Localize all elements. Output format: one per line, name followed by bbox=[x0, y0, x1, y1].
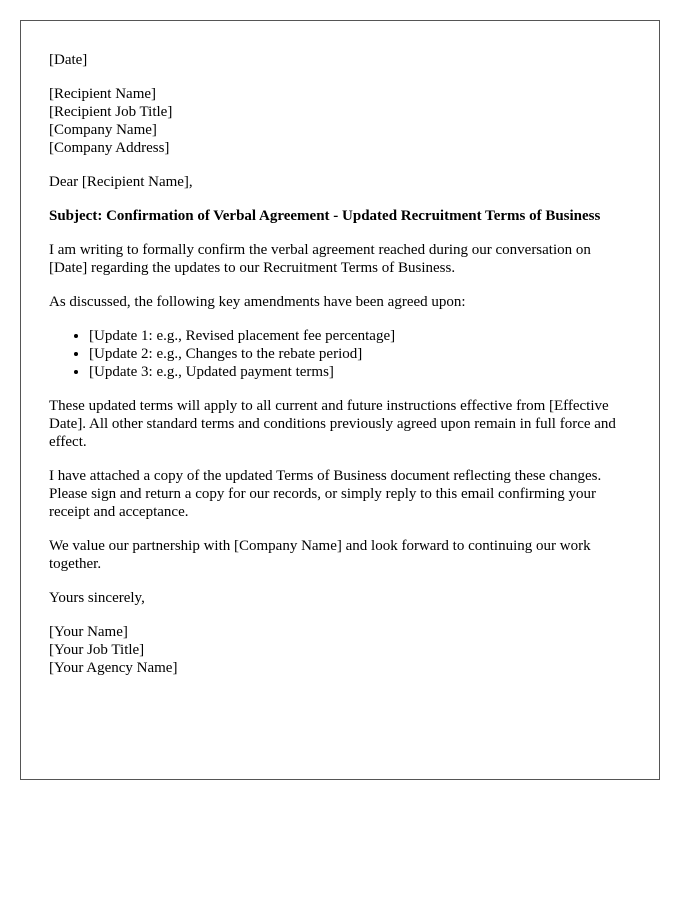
paragraph-attached: I have attached a copy of the updated Terms of Business document reflecting these changes. Please sign and return a copy for our records, or simply reply to this email confirming your receipt and acceptance. bbox=[49, 468, 602, 520]
paragraph-effective: These updated terms will apply to all current and future instructions effective from [Effective Date]. All other standard terms and conditions previously agreed upon remain in full force and effect. bbox=[49, 398, 616, 450]
sender-name: [Your Name] bbox=[49, 624, 128, 640]
update-item: • [Update 2: e.g., Changes to the rebate period] bbox=[89, 345, 631, 363]
recipient-job-title: [Recipient Job Title] bbox=[49, 104, 173, 120]
salutation: Dear [Recipient Name], bbox=[49, 174, 193, 190]
letter-date: [Date] bbox=[49, 52, 88, 68]
paragraph-discussed: As discussed, the following key amendments have been agreed upon: bbox=[49, 294, 466, 310]
paragraph-intro: I am writing to formally confirm the verbal agreement reached during our conversation on [Date] regarding the updates to our Recruitment Terms of Business. bbox=[49, 242, 591, 276]
recipient-block bbox=[49, 85, 631, 157]
sender-block bbox=[49, 623, 631, 677]
recipient-company: [Company Name] bbox=[49, 122, 157, 138]
letter-page bbox=[20, 20, 660, 780]
update-item: • [Update 3: e.g., Updated payment terms] bbox=[89, 363, 631, 381]
recipient-address: [Company Address] bbox=[49, 140, 170, 156]
sender-agency: [Your Agency Name] bbox=[49, 660, 178, 676]
recipient-name: [Recipient Name] bbox=[49, 86, 157, 102]
paragraph-partnership: We value our partnership with [Company Name] and look forward to continuing our work together. bbox=[49, 538, 591, 572]
updates-list bbox=[49, 327, 631, 381]
closing: Yours sincerely, bbox=[49, 590, 145, 606]
sender-job-title: [Your Job Title] bbox=[49, 642, 145, 658]
update-item: • [Update 1: e.g., Revised placement fee percentage] bbox=[89, 327, 631, 345]
subject-line: Subject: Confirmation of Verbal Agreement - Updated Recruitment Terms of Business bbox=[49, 208, 601, 224]
